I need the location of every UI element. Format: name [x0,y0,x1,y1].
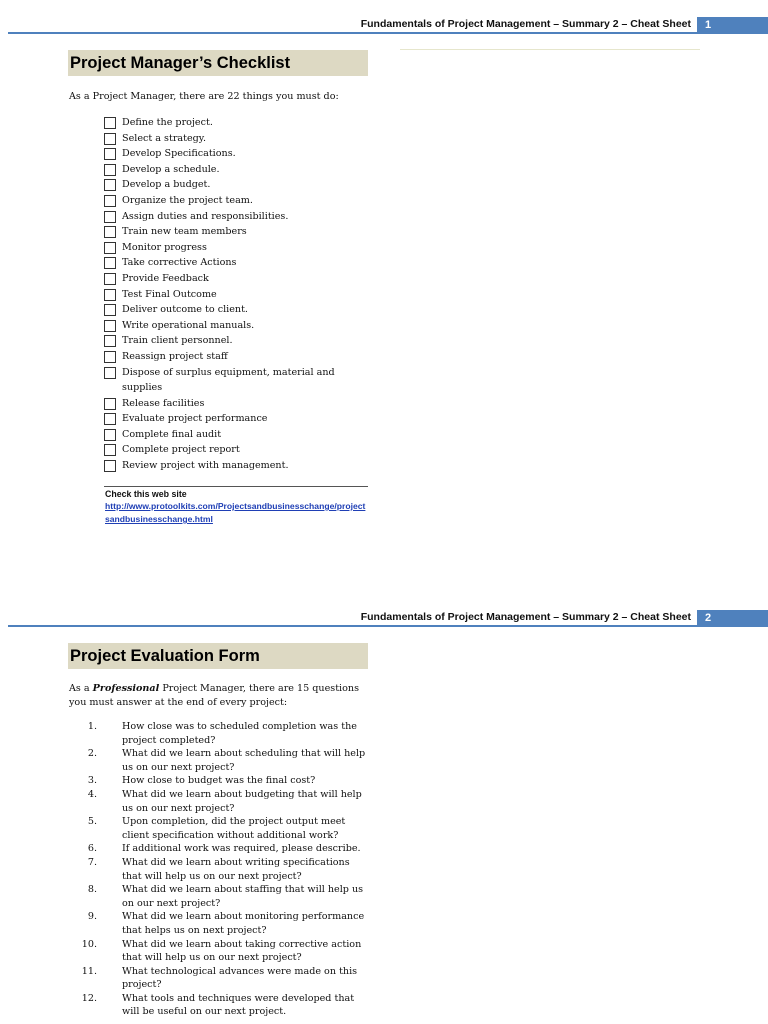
checklist-item-label: Provide Feedback [122,272,209,284]
question-text: What did we learn about scheduling that will help us on our next project? [122,748,366,773]
checklist-item-label: Complete project report [122,444,240,456]
question-item [70,910,370,937]
checkbox[interactable] [104,273,116,285]
checklist-item-label: Release facilities [122,397,205,409]
evaluation-intro [69,682,369,709]
checklist-item [104,427,364,443]
checklist-item [104,255,364,271]
question-number: 6. [87,843,97,855]
checkbox[interactable] [104,429,116,441]
question-text: What did we learn about taking corrective action that will help us on our next project? [122,938,362,964]
checklist-item [104,162,364,178]
checkbox[interactable] [104,211,116,223]
checklist-item [104,271,364,287]
question-text: Upon completion, did the project output meet client specification without additional work? [122,816,346,841]
question-item [70,747,370,774]
checklist-item [104,193,364,209]
checkbox[interactable] [104,148,116,160]
question-number: 10. [81,938,97,950]
question-list [70,720,370,1019]
checklist-item-label: Review project with management. [122,460,289,472]
checklist-item-label: Train new team members [122,226,247,238]
checklist [104,115,364,474]
checkbox[interactable] [104,117,116,129]
question-item [70,965,370,992]
question-item [70,720,370,747]
checkbox[interactable] [104,133,116,145]
question-text: What tools and techniques were developed that will be useful on our next project. [122,992,355,1018]
checkbox[interactable] [104,351,116,363]
question-number: 9. [87,911,97,923]
checklist-item [104,458,364,474]
checkbox[interactable] [104,413,116,425]
checklist-item-label: Develop Specifications. [122,148,236,160]
question-item [70,788,370,815]
checklist-item [104,411,364,427]
question-number: 4. [87,788,97,800]
question-item [70,992,370,1019]
checkbox[interactable] [104,398,116,410]
checklist-item [104,146,364,162]
intro-text-start: As a [69,683,93,694]
checklist-item [104,209,364,225]
checkbox[interactable] [104,335,116,347]
checklist-item-label: Complete final audit [122,428,222,440]
question-text: If additional work was required, please describe. [122,843,361,855]
checklist-item-label: Deliver outcome to client. [122,304,248,316]
checklist-item [104,333,364,349]
link-caption: Check this web site [105,489,187,499]
checklist-item [104,318,364,334]
checklist-item-label: Evaluate project performance [122,413,268,425]
checkbox[interactable] [104,195,116,207]
checkbox[interactable] [104,242,116,254]
checkbox[interactable] [104,460,116,472]
page1-header-rule [8,32,768,34]
checkbox[interactable] [104,289,116,301]
question-number: 3. [87,775,97,787]
checkbox[interactable] [104,367,116,379]
question-number: 2. [87,748,97,760]
checklist-item [104,287,364,303]
checkbox[interactable] [104,257,116,269]
website-link[interactable]: http://www.protoolkits.com/Projectsandbusinesschange/projectsandbusinesschange.html [105,501,366,524]
question-text: What did we learn about writing specifications that will help us on our next project? [122,856,350,882]
checkbox[interactable] [104,444,116,456]
checklist-item-label: Monitor progress [122,241,207,253]
checklist-intro: As a Project Manager, there are 22 things you must do: [69,91,339,102]
checkbox[interactable] [104,164,116,176]
page2-number-badge: 2 [697,610,768,626]
question-number: 8. [87,884,97,896]
checkbox[interactable] [104,320,116,332]
question-number: 12. [81,992,97,1004]
checklist-item-label: Take corrective Actions [122,257,237,269]
checkbox[interactable] [104,304,116,316]
checklist-item-label: Dispose of surplus equipment, material and supplies [122,366,335,394]
checklist-item [104,131,364,147]
question-text: What technological advances were made on this project? [122,965,358,991]
question-number: 11. [81,965,97,977]
page1-header-title: Fundamentals of Project Management – Summary 2 – Cheat Sheet [360,18,691,30]
checklist-item-label: Select a strategy. [122,132,206,144]
checklist-item [104,224,364,240]
question-number: 1. [87,721,97,732]
checklist-item [104,442,364,458]
question-number: 5. [87,816,97,828]
question-item [70,856,370,883]
checklist-item-label: Organize the project team. [122,194,253,206]
question-item [70,938,370,965]
page1-number-badge: 1 [697,17,768,33]
checklist-item-label: Write operational manuals. [122,319,255,331]
question-item [70,774,370,788]
intro-emphasis: Professional [92,683,160,694]
checklist-item-label: Train client personnel. [122,335,233,347]
checklist-item-label: Develop a budget. [122,179,211,191]
intro-text-end: Project Manager, there are 15 questions you must answer at the end of every project: [69,683,359,708]
page1-thin-rule [400,49,700,50]
page2-header-rule [8,625,768,627]
question-text: What did we learn about monitoring performance that helps us on next project? [122,911,365,936]
checklist-heading: Project Manager’s Checklist [68,50,368,76]
checkbox[interactable] [104,226,116,238]
checklist-item-label: Reassign project staff [122,350,228,362]
checklist-item [104,177,364,193]
question-text: What did we learn about staffing that will help us on our next project? [122,884,364,909]
question-text: How close was to scheduled completion was the project completed? [122,721,357,746]
evaluation-heading: Project Evaluation Form [68,643,368,669]
checklist-item [104,365,364,396]
page2-header-title: Fundamentals of Project Management – Summary 2 – Cheat Sheet [360,611,691,623]
question-item [70,883,370,910]
checkbox[interactable] [104,179,116,191]
checklist-item [104,240,364,256]
checklist-item [104,115,364,131]
question-item [70,815,370,842]
checklist-item-label: Assign duties and responsibilities. [122,210,289,222]
checklist-item [104,302,364,318]
checklist-item [104,349,364,365]
link-divider [104,486,368,487]
checklist-item-label: Test Final Outcome [122,288,217,300]
checklist-item-label: Define the project. [122,117,213,128]
question-text: How close to budget was the final cost? [122,775,316,787]
question-number: 7. [87,856,97,868]
question-text: What did we learn about budgeting that will help us on our next project? [122,788,362,814]
question-item [70,842,370,856]
checklist-item [104,396,364,412]
checklist-item-label: Develop a schedule. [122,163,220,175]
